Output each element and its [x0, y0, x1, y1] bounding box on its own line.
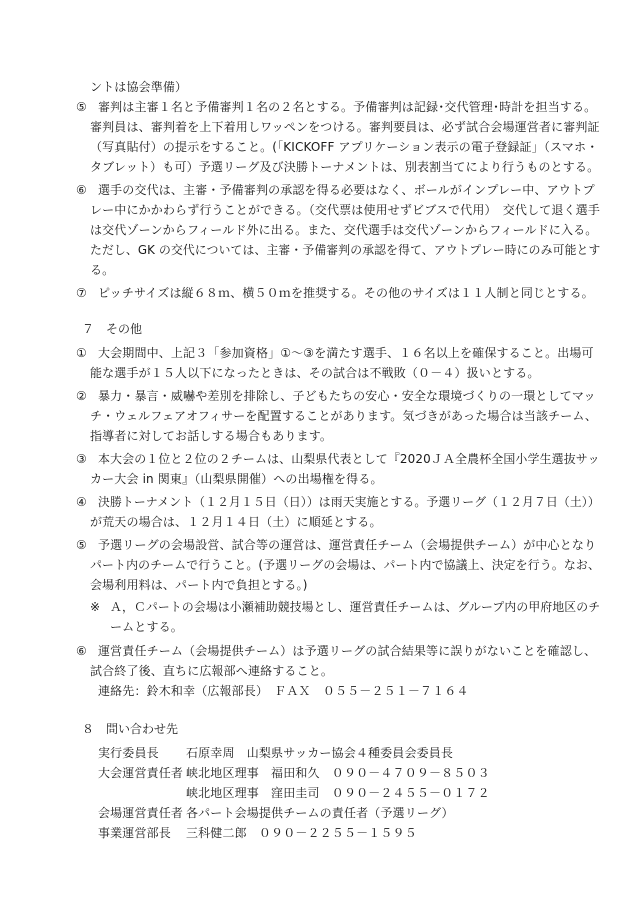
contact-role: 会場運営責任者	[98, 806, 184, 820]
item-number: ③	[76, 452, 87, 466]
contact-detail: 各パート会場提供チームの責任者（予選リーグ）	[186, 806, 454, 820]
s7-note-line: Ａ，Ｃパートの会場は小瀬補助競技場とし、運営責任チームは、グループ内の甲府地区のチ	[110, 600, 601, 614]
item5-line: タブレット）も可）予選リーグ及び決勝トーナメントは、別表割当てにより行うものとする。	[90, 160, 600, 174]
item6-line: 選手の交代は、主審・予備審判の承認を得る必要はなく、ボールがインプレー中、アウトプ	[98, 183, 595, 197]
s7-item6-line: 運営責任チーム（会場提供チーム）は予選リーグの試合結果等に誤りがないことを確認し、	[98, 644, 597, 658]
item6-line: は交代ゾーンからフィールド外に出る。また、交代選手は交代ゾーンからフィールドに入る。	[90, 223, 598, 237]
s7-item5-line: 予選リーグの会場設営、試合等の運営は、運営責任チーム（会場提供チーム）が中心となり	[98, 538, 597, 552]
item-number: ②	[76, 389, 87, 403]
contact-detail: 三科健二郎 ０９０－２２５５－１５９５	[186, 826, 417, 840]
item6-line: レー中にかかわらず行うことができる。（交代票は使用せずビブスで代用） 交代して退く選手	[90, 203, 600, 217]
item6-line: ただし、GK の交代については、主審・予備審判の承認を得て、アウトプレー時にのみ可能とす	[90, 243, 601, 257]
s7-item1-line: 能な選手が１５人以下になったときは、その試合は不戦敗（０－４）扱いとする。	[90, 366, 540, 380]
s7-item2-line: 暴力・暴言・威嚇や差別を排除し、子どもたちの安心・安全な環境づくりの一環としてマッ	[98, 389, 596, 403]
s7-note-line: ームとする。	[110, 620, 183, 634]
contact-line: 連絡先：鈴木和幸（広報部長） ＦＡＸ ０５５－２５１－７１６４	[98, 684, 469, 698]
section-heading: ７ その他	[82, 322, 143, 336]
item-number: ⑤	[76, 538, 87, 552]
contact-detail: 石原幸周 山梨県サッカー協会４種委員会委員長	[186, 746, 454, 760]
s7-item2-line: チ・ウェルフェアオフィサーを配置することがあります。気づきがあった場合は当該チーム、	[90, 409, 598, 423]
item-number: ⑥	[76, 644, 87, 658]
item-number: ⑦	[76, 286, 87, 300]
item5-line: 審判は主審１名と予備審判１名の２名とする。予備審判は記録･交代管理･時計を担当する。	[98, 100, 597, 114]
s7-item1-line: 大会期間中、上記３「参加資格」①～③を満たす選手、１６名以上を確保すること。出場可	[98, 346, 594, 360]
s7-item2-line: 指導者に対してお話しする場合もあります。	[90, 429, 333, 443]
item6-line: る。	[90, 263, 115, 277]
s7-item5-line: パート内のチームで行うこと。(予選リーグの会場は、パート内で協議上、決定を行う。なお、	[90, 558, 600, 572]
item-number: ⑥	[76, 183, 87, 197]
contact-role: 大会運営責任者	[98, 766, 184, 780]
item-number: ④	[76, 495, 87, 509]
item5-line: 審判員は、審判着を上下着用しワッペンをつける。審判要員は、必ず試合会場運営者に審判証	[90, 120, 600, 134]
section-heading: ８ 問い合わせ先	[82, 722, 179, 736]
s7-item4-line: 決勝トーナメント（１２月１５日（日））は雨天実施とする。予選リーグ（１２月７日（土））	[98, 495, 600, 509]
contact-role: 実行委員長	[98, 746, 159, 760]
item5-line: （写真貼付）の提示をすること。(「KICKOFF アプリケーション表示の電子登録証」（スマホ・	[90, 140, 599, 154]
s7-item3-line: 本大会の１位と２位の２チームは、山梨県代表として『2020ＪＡ全農杯全国小学生選抜サッ	[98, 452, 600, 466]
item7-line: ピッチサイズは縦６８ｍ、横５０ｍを推奨する。その他のサイズは１１人制と同じとする。	[98, 286, 594, 300]
item-number: ⑤	[76, 100, 87, 114]
s7-item6-line: 試合終了後、直ちに広報部へ連絡すること。	[90, 664, 334, 678]
note-mark: ※	[90, 600, 101, 614]
contact-detail: 峡北地区理事 福田和久 ０９０－４７０９－８５０３	[186, 766, 490, 780]
s7-item3-line: カー大会 in 関東』（山梨県開催）への出場権を得る。	[90, 472, 383, 486]
contact-detail: 峡北地区理事 窪田圭司 ０９０－２４５５－０１７２	[186, 786, 490, 800]
s7-item5-line: 会場利用料は、パート内で負担とする。)	[90, 578, 308, 592]
item-number: ①	[76, 346, 87, 360]
contact-role: 事業運営部長	[98, 826, 171, 840]
continuation-text: ントは協会準備）	[90, 80, 188, 94]
s7-item4-line: が荒天の場合は、１２月１４日（土）に順延とする。	[90, 515, 382, 529]
